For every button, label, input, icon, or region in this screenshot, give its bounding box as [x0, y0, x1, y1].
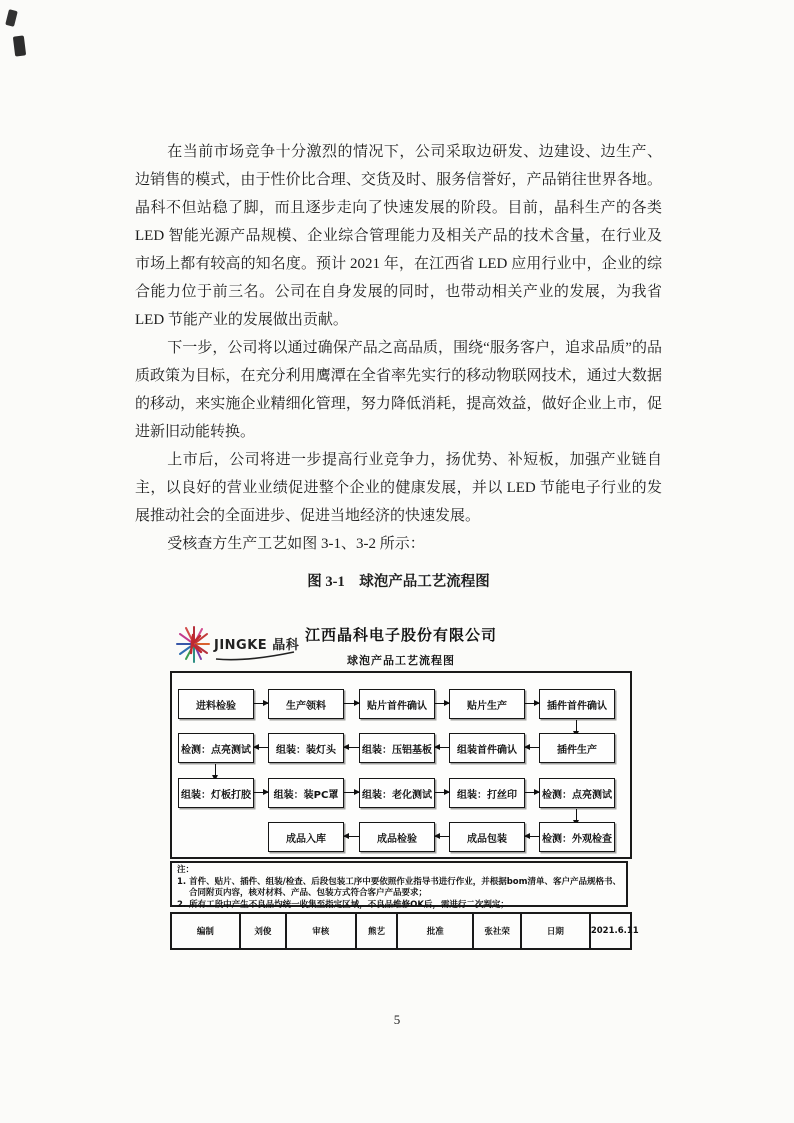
flow-arrow-right: [254, 792, 268, 793]
flow-step-dip-first-article: 插件首件确认: [539, 689, 615, 719]
flow-step-lighting-test-2: 检测：点亮测试: [539, 778, 615, 808]
flow-step-incoming-inspection: 进料检验: [178, 689, 254, 719]
note-item-2: 2. 所有工段中产生不良品均统一收集至指定区域，不良品维修OK后，需进行二次判定；: [177, 899, 509, 910]
notes-title: 注：: [177, 865, 195, 875]
logo-text: JINGKE 晶科: [214, 638, 300, 653]
approval-table: [170, 912, 639, 950]
flow-arrow-down: [576, 720, 577, 732]
cell-reviewed-name: 熊艺: [357, 914, 399, 948]
flow-arrow-left: [344, 747, 359, 748]
paragraph-next-step: 下一步，公司将以通过确保产品之高品质，围绕“服务客户，追求品质”的品质政策为目标，在充分利用鹰潭在全省率先实行的移动物联网技术，通过大数据的移动，来实施企业精细化管理，努力降低消耗，提高效益，做好企业上市，促进新旧动能转换。: [135, 340, 662, 440]
scan-artifact: [13, 35, 26, 56]
flow-arrow-right: [435, 703, 449, 704]
cell-reviewed-label: 审核: [287, 914, 357, 948]
flow-arrow-left: [525, 836, 539, 837]
cell-approved-name: 张社荣: [474, 914, 522, 948]
flow-arrow-right: [525, 792, 539, 793]
flow-step-smt-production: 贴片生产: [449, 689, 525, 719]
flow-step-smt-first-article: 贴片首件确认: [359, 689, 435, 719]
figure-header: [170, 618, 632, 671]
cell-date-label: 日期: [522, 914, 591, 948]
flow-arrow-right: [344, 703, 359, 704]
flow-step-dip-production: 插件生产: [539, 733, 615, 763]
flow-arrow-left: [525, 747, 539, 748]
flow-arrow-down: [215, 764, 216, 776]
cell-date-value: 2021.6.11: [590, 926, 639, 936]
figure-caption: 图 3-1 球泡产品工艺流程图: [307, 574, 490, 590]
cell-prepared-label: 编制: [172, 914, 241, 948]
flow-step-packing: 成品包装: [449, 822, 525, 852]
paragraph-process-intro: 受核查方生产工艺如图 3-1、3-2 所示：: [167, 536, 425, 552]
paragraph-after-listing: 上市后，公司将进一步提高行业竞争力，扬优势、补短板，加强产业链自主，以良好的营业业绩促进整个企业的健康发展，并以 LED 节能电子行业的发展推动社会的全面进步、促进当地经济的快速发展。: [135, 452, 662, 524]
flow-step-aging-test: 组装：老化测试: [359, 778, 435, 808]
scan-artifact: [5, 9, 18, 27]
flowchart: [170, 671, 632, 859]
flow-step-assemble-aluminum-base: 组装：压铝基板: [359, 733, 435, 763]
flow-arrow-left: [344, 836, 359, 837]
flow-step-appearance-check: 检测：外观检查: [539, 822, 615, 852]
flow-arrow-right: [344, 792, 359, 793]
figure-3-1: [170, 618, 639, 948]
body-text: [135, 138, 662, 596]
paragraph-market-competition: 在当前市场竞争十分激烈的情况下，公司采取边研发、边建设、边生产、边销售的模式，由于性价比合理、交货及时、服务信誉好，产品销往世界各地。晶科不但站稳了脚，而且逐步走向了快速发展的阶段。目前，晶科生产的各类 LED 智能光源产品规模、企业综合管理能力及相关产品的技术含量，在行业及市场上都有较高的知名度。预计 2021 年，在江西省 LED 应用行业中，企业的综合能力位于前三名。公司在自身发展的同时，也带动相关产业的发展，为我省 LED 节能产业的发展做出贡献。: [135, 144, 662, 328]
flow-step-silk-print: 组装：打丝印: [449, 778, 525, 808]
flow-arrow-left: [435, 836, 449, 837]
flow-arrow-down: [576, 809, 577, 821]
note-item-1: 1. 首件、贴片、插件、组装/检查、后段包装工序中要依照作业指导书进行作业，并根据bom清单、客户产品规格书、合同附页内容，核对材料、产品、包装方式符合客户产品要求；: [177, 876, 621, 898]
flow-arrow-right: [525, 703, 539, 704]
flow-arrow-right: [254, 703, 268, 704]
page-number: 5: [393, 1012, 401, 1027]
flow-arrow-left: [254, 747, 268, 748]
flow-step-glue-lamp-board: 组装：灯板打胶: [178, 778, 254, 808]
company-name: 江西晶科电子股份有限公司: [304, 626, 497, 644]
flow-step-assemble-lamp-head: 组装：装灯头: [268, 733, 344, 763]
flow-step-warehouse: 成品入库: [268, 822, 344, 852]
flow-step-assemble-pc-cover: 组装：装PC罩: [268, 778, 344, 808]
cell-prepared-name: 刘俊: [241, 914, 287, 948]
notes-box: [170, 861, 628, 910]
flow-step-final-inspection: 成品检验: [359, 822, 435, 852]
flow-step-lighting-test-1: 检测：点亮测试: [178, 733, 254, 763]
flow-step-assembly-first-article: 组装首件确认: [449, 733, 525, 763]
flow-arrow-left: [435, 747, 449, 748]
flow-arrow-right: [435, 792, 449, 793]
flow-step-material-issue: 生产领料: [268, 689, 344, 719]
cell-approved-label: 批准: [398, 914, 474, 948]
flowchart-title: 球泡产品工艺流程图: [347, 654, 455, 667]
